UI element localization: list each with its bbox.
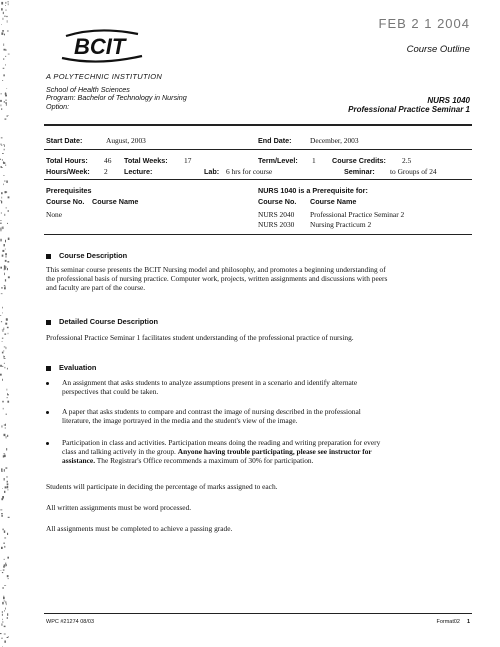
course-description-heading: [46, 251, 127, 260]
list-item: Nursing Practicum 2: [310, 220, 372, 229]
prereq-col-course-no: Course No.: [46, 197, 85, 206]
option-label: Option:: [46, 101, 70, 111]
institution-tagline: A POLYTECHNIC INSTITUTION: [46, 72, 163, 81]
scan-edge-noise: [0, 0, 10, 647]
prereq-for-col-course-no: Course No.: [258, 197, 297, 206]
prereq-for-title: NURS 1040 is a Prerequisite for:: [258, 186, 368, 195]
list-item: Professional Practice Seminar 2: [310, 210, 405, 219]
list-item: [62, 438, 492, 466]
evaluation-note: All assignments must be completed to achieve a passing grade.: [46, 524, 233, 533]
bcit-logo: [58, 28, 150, 64]
detailed-description-heading: [46, 317, 158, 326]
hours-week-value: 2: [104, 167, 108, 176]
bullet-square-icon: [46, 366, 51, 371]
prereq-none: None: [46, 210, 63, 219]
school-info: [46, 86, 187, 111]
document-type: Course Outline: [406, 44, 470, 55]
lab-label: Lab:: [204, 167, 220, 176]
list-item: NURS 2030: [258, 220, 295, 229]
section-title: Course Description: [59, 251, 128, 260]
end-date-value: December, 2003: [310, 136, 359, 145]
footer-rule: [44, 613, 472, 614]
total-weeks-value: 17: [184, 156, 192, 165]
prereq-title: Prerequisites: [46, 186, 92, 195]
bullet-square-icon: [46, 254, 51, 259]
total-hours-label: Total Hours:: [46, 156, 88, 165]
paragraph-line: This seminar course presents the BCIT Nursing model and philosophy, and promotes a beginning understanding of: [46, 265, 386, 274]
course-code: NURS 1040: [427, 96, 470, 105]
page-number: 1: [466, 619, 470, 625]
bullet-square-icon: [46, 320, 51, 325]
bullet-line: Participation in class and activities. Participation means doing the reading and writing preparation for every: [62, 438, 381, 447]
seminar-value: to Groups of 24: [390, 167, 437, 176]
bullet-line: [62, 447, 492, 456]
dates-rule: [44, 149, 472, 150]
bullet-text: The Registrar's Office recommends a maximum of 30% for participation.: [95, 456, 314, 466]
received-stamp: FEB 2 1 2004: [378, 16, 470, 31]
seminar-label: Seminar:: [344, 167, 375, 176]
bullet-line: An assignment that asks students to analyze assumptions present in a scenario and identify alternate: [62, 378, 358, 387]
course-heading: [348, 96, 470, 114]
end-date-label: End Date:: [258, 136, 292, 145]
evaluation-note: Students will participate in deciding the percentage of marks assigned to each.: [46, 482, 278, 491]
course-title: Professional Practice Seminar 1: [348, 105, 470, 114]
bullet-line: perspectives that could be taken.: [62, 387, 159, 397]
lab-value: 6 hrs for course: [226, 167, 273, 176]
bcit-logo-mark: [58, 28, 150, 64]
list-item: NURS 2040: [258, 210, 295, 219]
school-name: School of Health Sciences: [46, 85, 130, 94]
section-title: Evaluation: [59, 363, 97, 372]
paragraph-line: the professional basis of nursing practice. Computer work, projects, written assignments and discussions with peers: [46, 274, 388, 284]
detailed-description-text: Professional Practice Seminar 1 facilitates student understanding of the professional practice of nursing.: [46, 333, 354, 342]
course-description-text: [46, 265, 486, 293]
prereq-rule: [44, 234, 472, 235]
course-credits-label: Course Credits:: [332, 156, 386, 165]
bullet-bold-text: Anyone having trouble participating, please see instructor for: [177, 447, 372, 457]
term-level-label: Term/Level:: [258, 156, 298, 165]
start-date-label: Start Date:: [46, 136, 83, 145]
bullet-dot-icon: [46, 411, 49, 414]
prereq-col-course-name: Course Name: [92, 197, 139, 206]
header-rule: [44, 124, 472, 126]
course-credits-value: 2.5: [402, 156, 412, 165]
section-title: Detailed Course Description: [59, 317, 158, 326]
bullet-bold-text: assistance.: [62, 456, 96, 466]
bullet-dot-icon: [46, 442, 49, 445]
bullet-dot-icon: [46, 382, 49, 385]
prereq-for-col-course-name: Course Name: [310, 197, 357, 206]
lecture-label: Lecture:: [124, 167, 153, 176]
hours-rule: [44, 179, 472, 180]
paragraph-line: and faculty are part of the course.: [46, 283, 146, 293]
list-item: [62, 378, 492, 396]
term-level-value: 1: [312, 156, 316, 165]
bullet-line: A paper that asks students to compare and contrast the image of nursing described in the professional: [62, 407, 361, 416]
evaluation-heading: [46, 363, 96, 372]
total-weeks-label: Total Weeks:: [124, 156, 168, 165]
logo-text: BCIT: [74, 34, 126, 59]
program-name: Program: Bachelor of Technology in Nursing: [46, 93, 187, 103]
hours-week-label: Hours/Week:: [46, 167, 90, 176]
total-hours-value: 46: [104, 156, 112, 165]
bullet-text: class and talking actively in the group.: [62, 447, 178, 457]
list-item: [62, 407, 492, 425]
bullet-line: literature, the image portrayed in the media and the student's view of the image.: [62, 416, 298, 426]
footer-doc-id: WPC #21274 08/03: [46, 619, 95, 625]
evaluation-note: All written assignments must be word processed.: [46, 503, 192, 512]
footer-format: Format02: [436, 619, 460, 625]
bullet-line: [62, 456, 492, 465]
start-date-value: August, 2003: [106, 136, 146, 145]
